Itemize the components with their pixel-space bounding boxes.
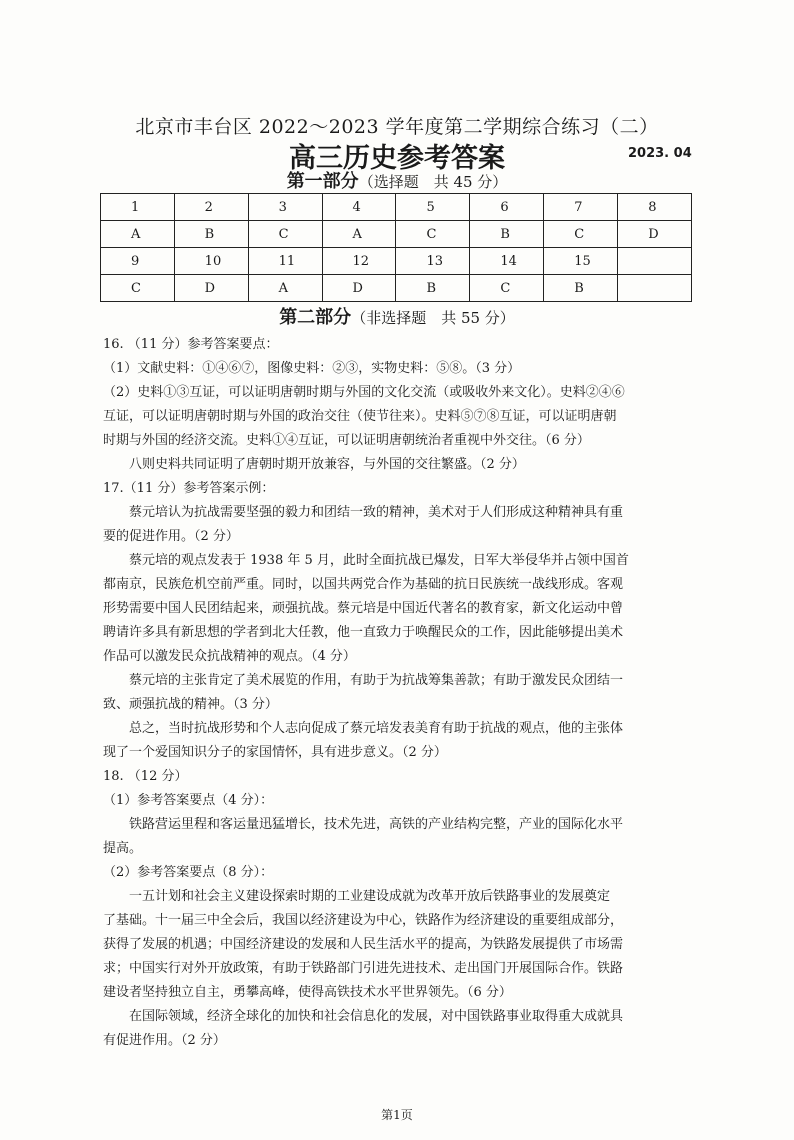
table-cell — [618, 275, 692, 302]
answer-line: 了基础。十一届三中全会后，我国以经济建设为中心，铁路作为经济建设的重要组成部分， — [103, 913, 624, 928]
answer-line: （2）参考答案要点（8 分）： — [103, 865, 274, 880]
answer-key-title: 高三历史参考答案 — [289, 143, 505, 174]
table-cell: 15 — [544, 248, 618, 275]
table-cell: D — [174, 275, 248, 302]
exam-date: 2023. 04 — [628, 146, 692, 161]
answer-line: 总之，当时抗战形势和个人志向促成了蔡元培发表美育有助于抗战的观点，他的主张体 — [129, 721, 624, 736]
table-cell: 1 — [101, 194, 175, 221]
table-cell: 13 — [396, 248, 470, 275]
question-16-heading: 16. （11 分）参考答案要点： — [103, 337, 279, 352]
answer-line: 致、顽强抗战的精神。（3 分） — [103, 697, 278, 712]
table-cell: B — [396, 275, 470, 302]
answer-line: 铁路营运里程和客运量迅猛增长，技术先进，高铁的产业结构完整，产业的国际化水平 — [129, 817, 624, 832]
table-cell: A — [101, 221, 175, 248]
answer-line: 蔡元培的主张肯定了美术展览的作用，有助于为抗战筹集善款；有助于激发民众团结一 — [129, 673, 624, 688]
answer-line: 聘请许多具有新思想的学者到北大任教，他一直致力于唤醒民众的工作，因此能够提出美术 — [103, 625, 624, 640]
table-cell: C — [396, 221, 470, 248]
table-cell: C — [544, 221, 618, 248]
part2-subtitle: （非选择题 共 55 分） — [351, 309, 515, 327]
part2-title: 第二部分 — [279, 307, 352, 328]
table-cell: 9 — [101, 248, 175, 275]
answer-body — [103, 333, 695, 1053]
question-18-heading: 18. （12 分） — [103, 769, 188, 784]
table-cell: 2 — [174, 194, 248, 221]
table-cell: B — [470, 221, 544, 248]
part2-heading — [0, 303, 794, 329]
answer-line: 获得了发展的机遇；中国经济建设的发展和人民生活水平的提高，为铁路发展提供了市场需 — [103, 937, 624, 952]
answer-line: 现了一个爱国知识分子的家国情怀，具有进步意义。（2 分） — [103, 745, 447, 760]
table-cell: B — [174, 221, 248, 248]
table-cell: D — [618, 221, 692, 248]
answer-line: 八则史料共同证明了唐朝时期开放兼容，与外国的交往繁盛。（2 分） — [129, 457, 525, 472]
table-cell: A — [248, 275, 322, 302]
answer-line: 提高。 — [103, 841, 143, 856]
table-cell: C — [101, 275, 175, 302]
table-row — [101, 221, 692, 248]
answer-line: 作品可以激发民众抗战精神的观点。（4 分） — [103, 649, 356, 664]
table-cell: D — [322, 275, 396, 302]
answer-line: 在国际领域，经济全球化的加快和社会信息化的发展，对中国铁路事业取得重大成就具 — [129, 1009, 624, 1024]
part1-heading — [0, 167, 794, 193]
table-cell: C — [470, 275, 544, 302]
table-cell: 8 — [618, 194, 692, 221]
answer-line: 蔡元培的观点发表于 1938 年 5 月，此时全面抗战已爆发，日军大举侵华并占领中国首 — [129, 553, 629, 568]
answer-line: 互证，可以证明唐朝时期与外国的政治交往（使节往来）。史料⑤⑦⑧互证，可以证明唐朝 — [103, 409, 617, 424]
answer-line: 形势需要中国人民团结起来，顽强抗战。蔡元培是中国近代著名的教育家，新文化运动中曾 — [103, 601, 624, 616]
table-cell: 14 — [470, 248, 544, 275]
answer-line: 有促进作用。（2 分） — [103, 1033, 226, 1048]
answer-line: 建设者坚持独立自主，勇攀高峰，使得高铁技术水平世界领先。（6 分） — [103, 985, 512, 1000]
table-cell: C — [248, 221, 322, 248]
answer-line: （1）参考答案要点（4 分）： — [103, 793, 274, 808]
table-cell — [618, 248, 692, 275]
answer-line: 时期与外国的经济交流。史料①④互证，可以证明唐朝统治者重视中外交往。（6 分） — [103, 433, 590, 448]
table-cell: 4 — [322, 194, 396, 221]
table-cell: 10 — [174, 248, 248, 275]
answer-line: 一五计划和社会主义建设探索时期的工业建设成就为改革开放后铁路事业的发展奠定 — [129, 889, 611, 904]
table-cell: 3 — [248, 194, 322, 221]
table-cell: 12 — [322, 248, 396, 275]
table-row — [101, 248, 692, 275]
exam-title: 北京市丰台区 2022～2023 学年度第二学期综合练习（二） — [135, 116, 659, 138]
part1-subtitle: （选择题 共 45 分） — [358, 173, 508, 191]
question-17-heading: 17.（11 分）参考答案示例： — [103, 481, 275, 496]
table-row — [101, 194, 692, 221]
multiple-choice-answer-table — [100, 193, 692, 302]
table-row — [101, 275, 692, 302]
part1-title: 第一部分 — [286, 171, 359, 192]
table-cell: 5 — [396, 194, 470, 221]
table-cell: 7 — [544, 194, 618, 221]
answer-line: （2）史料①③互证，可以证明唐朝时期与外国的文化交流（或吸收外来文化）。史料②④⑥ — [103, 385, 625, 400]
table-cell: 6 — [470, 194, 544, 221]
answer-line: 都南京，民族危机空前严重。同时，以国共两党合作为基础的抗日民族统一战线形成。客观 — [103, 577, 624, 592]
answer-line: 要的促进作用。（2 分） — [103, 529, 239, 544]
table-cell: B — [544, 275, 618, 302]
answer-line: 蔡元培认为抗战需要坚强的毅力和团结一致的精神，美术对于人们形成这种精神具有重 — [129, 505, 624, 520]
table-cell: A — [322, 221, 396, 248]
page-number: 第1页 — [381, 1108, 413, 1122]
answer-line: （1）文献史料：①④⑥⑦，图像史料：②③，实物史料：⑤⑧。（3 分） — [103, 361, 521, 376]
answer-line: 求；中国实行对外开放政策，有助于铁路部门引进先进技术、走出国门开展国际合作。铁路 — [103, 961, 624, 976]
table-cell: 11 — [248, 248, 322, 275]
